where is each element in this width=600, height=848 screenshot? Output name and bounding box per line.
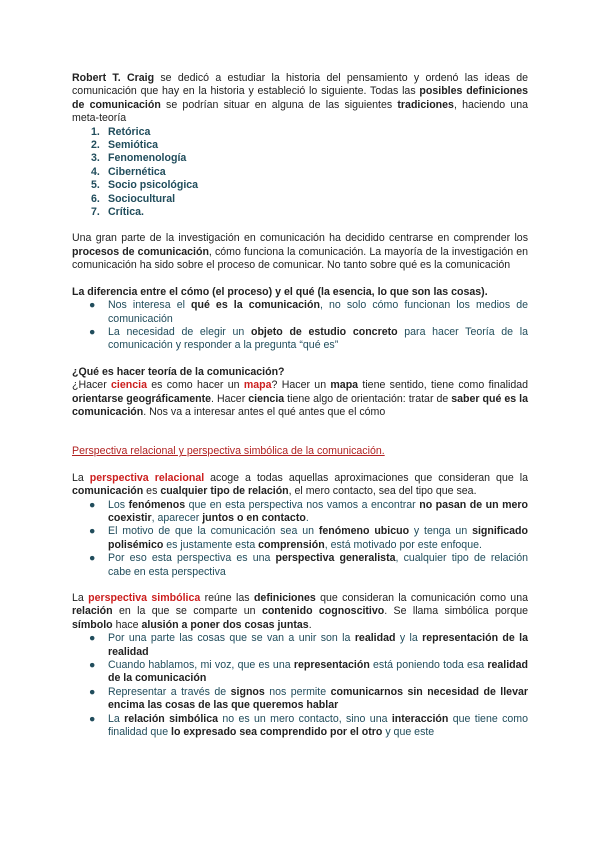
list-item: 3. Fenomenología <box>91 152 187 165</box>
list-item: ● El motivo de que la comunicación sea un fenómeno ubicuo y tenga un significado polisémico es justamente esta comprensión, está motivado por este enfoque. <box>89 525 528 551</box>
research-paragraph: Una gran parte de la investigación en comunicación ha decidido centrarse en comprender los procesos de comunicación, cómo funciona la comunicación. La mayoría de la investigación en comunicación ha sido sobre el proceso de comunicar. No tanto sobre qué es la comunicación <box>72 232 528 272</box>
bullet-icon: ● <box>89 659 96 672</box>
list-item: 1. Retórica <box>91 125 151 138</box>
difference-list <box>72 299 528 353</box>
relational-paragraph: La perspectiva relacional acoge a todas aquellas aproximaciones que consideran que la comunicación es cualquier tipo de relación, el mero contacto, sea del tipo que sea. <box>72 471 528 498</box>
bullet-icon: ● <box>89 525 96 538</box>
list-item: 5. Socio psicológica <box>91 179 199 192</box>
bullet-icon: ● <box>89 552 96 565</box>
heading-difference: La diferencia entre el cómo (el proceso) y el qué (la esencia, lo que son las cosas). <box>72 285 488 298</box>
list-item: ● Representar a través de signos nos permite comunicarnos sin necesidad de llevar encima las cosas de las que queremos hablar <box>89 685 528 712</box>
list-item: ● Nos interesa el qué es la comunicación, no solo cómo funcionan los medios de comunicación <box>89 299 528 325</box>
document-page <box>72 72 528 739</box>
author-name: Robert T. Craig <box>72 72 155 84</box>
list-item: ● Por eso esta perspectiva es una perspectiva generalista, cualquier tipo de relación cabe en esta perspectiva <box>89 552 528 578</box>
list-item: ● Por una parte las cosas que se van a unir son la realidad y la representación de la realidad <box>89 632 528 658</box>
list-item: 6. Sociocultural <box>91 192 176 205</box>
bullet-icon: ● <box>89 299 96 312</box>
symbolic-paragraph: La perspectiva simbólica reúne las definiciones que consideran la comunicación como una relación en la que se comparte un contenido cognoscitivo. Se llama simbólica porque símbolo hace alusión a poner dos cosas juntas. <box>72 592 528 631</box>
list-item: 7. Crítica. <box>91 206 144 219</box>
heading-theory: ¿Qué es hacer teoría de la comunicación? <box>72 365 285 378</box>
list-item: ● Cuando hablamos, mi voz, que es una representación está poniendo toda esa realidad de la comunicación <box>89 659 528 685</box>
list-item: ● La relación simbólica no es un mero contacto, sino una interacción que tiene como finalidad que lo expresado sea comprendido por el otro y que este <box>89 712 528 739</box>
bullet-icon: ● <box>89 325 96 338</box>
bullet-icon: ● <box>89 685 96 698</box>
symbolic-list <box>72 632 528 739</box>
bullet-icon: ● <box>89 712 96 725</box>
list-item: 2. Semiótica <box>91 139 159 152</box>
map-paragraph: ¿Hacer ciencia es como hacer un mapa? Hacer un mapa tiene sentido, tiene como finalidad orientarse geográficamente. Hacer ciencia tiene algo de orientación: tratar de saber qué es la comunicación. Nos va a interesar antes el qué antes que el cómo <box>72 379 528 418</box>
bullet-icon: ● <box>89 632 96 645</box>
list-item: 4. Cibernética <box>91 165 166 178</box>
bullet-icon: ● <box>89 498 96 511</box>
list-item: ● Los fenómenos que en esta perspectiva nos vamos a encontrar no pasan de un mero coexistir, aparecer juntos o en contacto. <box>89 498 528 524</box>
traditions-list <box>72 126 528 220</box>
section-title: Perspectiva relacional y perspectiva simbólica de la comunicación. <box>72 445 385 458</box>
intro-paragraph: Robert T. Craig se dedicó a estudiar la historia del pensamiento y ordenó las ideas de comunicación que hay en la historia y estableció lo siguiente. Todas las posibles definiciones de comunicación se podrían situar en alguna de las siguientes tradiciones, haciendo una meta-teoría <box>72 72 528 125</box>
list-item: ● La necesidad de elegir un objeto de estudio concreto para hacer Teoría de la comunicación y responder a la pregunta “qué es” <box>89 325 528 352</box>
relational-list <box>72 499 528 579</box>
